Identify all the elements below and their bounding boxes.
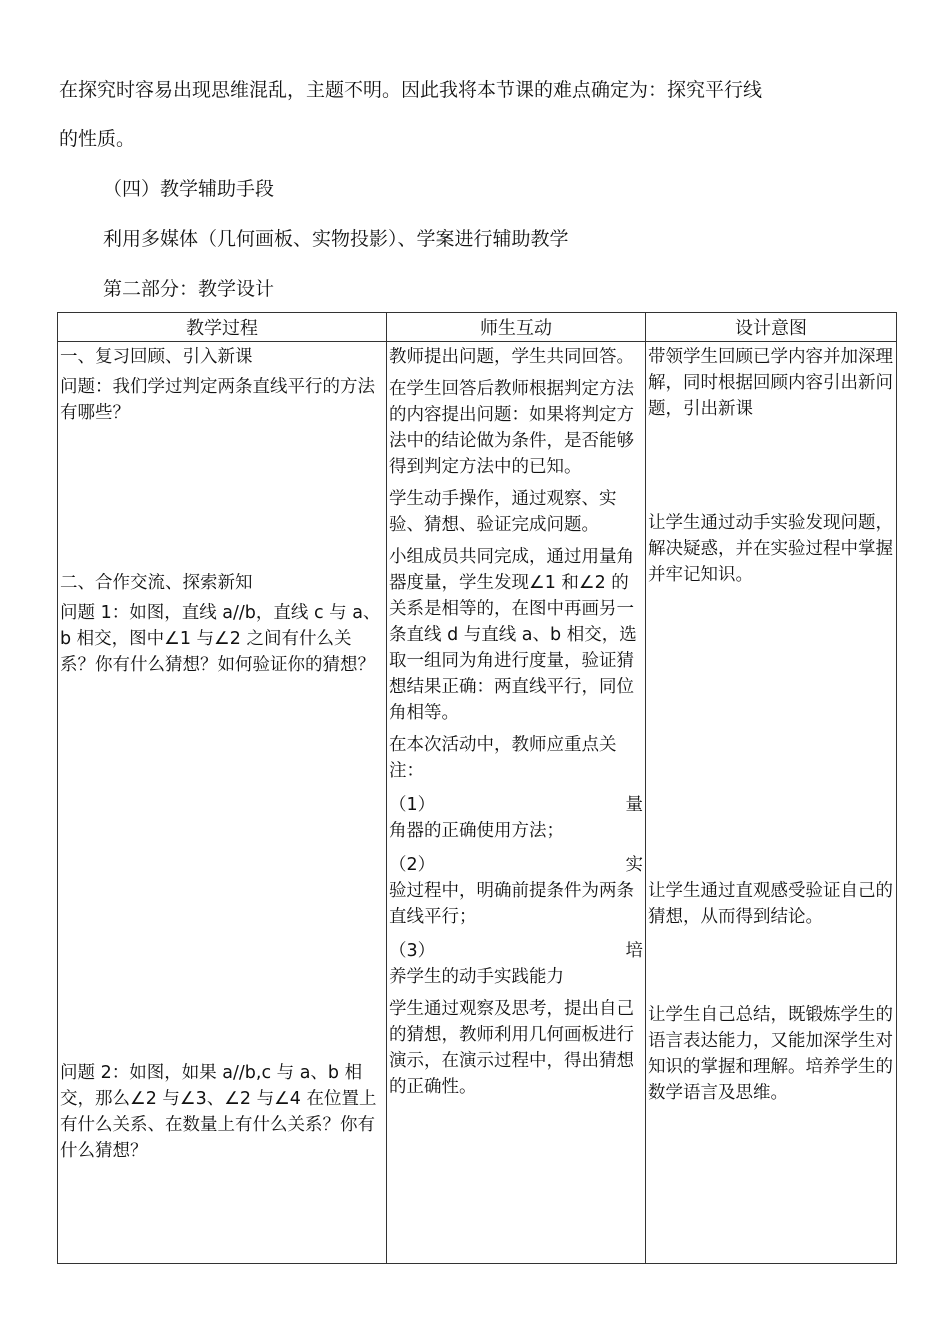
focus-item-1-rest: 角器的正确使用方法；: [389, 821, 564, 841]
table-header-row: [58, 313, 897, 342]
intent-4: 让学生自己总结，既锻炼学生的语言表达能力，又能加深学生对知识的掌握和理解。培养学生的数学语言及思维。: [648, 1005, 893, 1103]
section-1-title: 一、复习回顾、引入新课: [60, 347, 253, 367]
header-intent: 设计意图: [646, 313, 897, 342]
section-1-question: 问题：我们学过判定两条直线平行的方法有哪些？: [60, 377, 375, 423]
question-2: 问题 2：如图，如果 a//b,c 与 a、b 相交，那么∠2 与∠3、∠2 与∠4 在位置上有什么关系、在数量上有什么关系？你有什么猜想？: [60, 1063, 377, 1161]
header-interaction: 师生互动: [387, 313, 646, 342]
interaction-para-1: 教师提出问题，学生共同回答。: [389, 347, 634, 367]
interaction-para-2: 在学生回答后教师根据判定方法的内容提出问题：如果将判定方法中的结论做为条件，是否能够得到判定方法中的已知。: [389, 379, 634, 477]
process-cell: [58, 342, 387, 1264]
header-process: 教学过程: [58, 313, 387, 342]
question-1: 问题 1：如图，直线 a//b，直线 c 与 a、b 相交，图中∠1 与∠2 之间有什么关系？你有什么猜想？如何验证你的猜想？: [60, 603, 381, 675]
focus-item-3-line: [389, 938, 643, 964]
interaction-para-3: 学生动手操作，通过观察、实验、猜想、验证完成问题。: [389, 489, 617, 535]
section-heading-aids: （四）教学辅助手段: [103, 178, 275, 200]
table-row: [58, 342, 897, 1264]
interaction-para-5: 在本次活动中，教师应重点关注：: [389, 735, 617, 781]
intent-3: 让学生通过直观感受验证自己的猜想，从而得到结论。: [648, 881, 893, 927]
intro-line-2: 的性质。: [59, 128, 136, 150]
teaching-design-table: [57, 312, 897, 1264]
aids-text: 利用多媒体（几何画板、实物投影）、学案进行辅助教学: [103, 228, 569, 250]
part-two-heading: 第二部分：教学设计: [103, 278, 275, 300]
focus-item-2-number: （2）: [389, 855, 436, 875]
focus-item-2-start: 实: [625, 855, 643, 875]
focus-item-2-rest: 验过程中，明确前提条件为两条直线平行；: [389, 881, 634, 927]
interaction-para-6: 学生通过观察及思考，提出自己的猜想，教师利用几何画板进行演示，在演示过程中，得出猜想的正确性。: [389, 999, 634, 1097]
section-2-title: 二、合作交流、探索新知: [60, 573, 253, 593]
intent-cell: [646, 342, 897, 1264]
focus-item-1-start: 量: [625, 795, 643, 815]
focus-item-3-number: （3）: [389, 941, 436, 961]
intent-1: 带领学生回顾已学内容并加深理解，同时根据回顾内容引出新问题，引出新课: [648, 347, 893, 419]
intro-line-1: 在探究时容易出现思维混乱，主题不明。因此我将本节课的难点确定为：探究平行线: [59, 79, 763, 101]
focus-item-1-line: [389, 792, 643, 818]
intent-2: 让学生通过动手实验发现问题，解决疑惑，并在实验过程中掌握并牢记知识。: [648, 513, 893, 585]
focus-item-3-rest: 养学生的动手实践能力: [389, 967, 564, 987]
focus-item-3-start: 培: [625, 941, 643, 961]
interaction-para-4: 小组成员共同完成，通过用量角器度量，学生发现∠1 和∠2 的关系是相等的，在图中再画另一条直线 d 与直线 a、b 相交，选取一组同为角进行度量，验证猜想结果正确：两直线平行，同位角相等。: [389, 547, 637, 723]
interaction-cell: [387, 342, 646, 1264]
focus-item-2-line: [389, 852, 643, 878]
focus-item-1-number: （1）: [389, 795, 436, 815]
